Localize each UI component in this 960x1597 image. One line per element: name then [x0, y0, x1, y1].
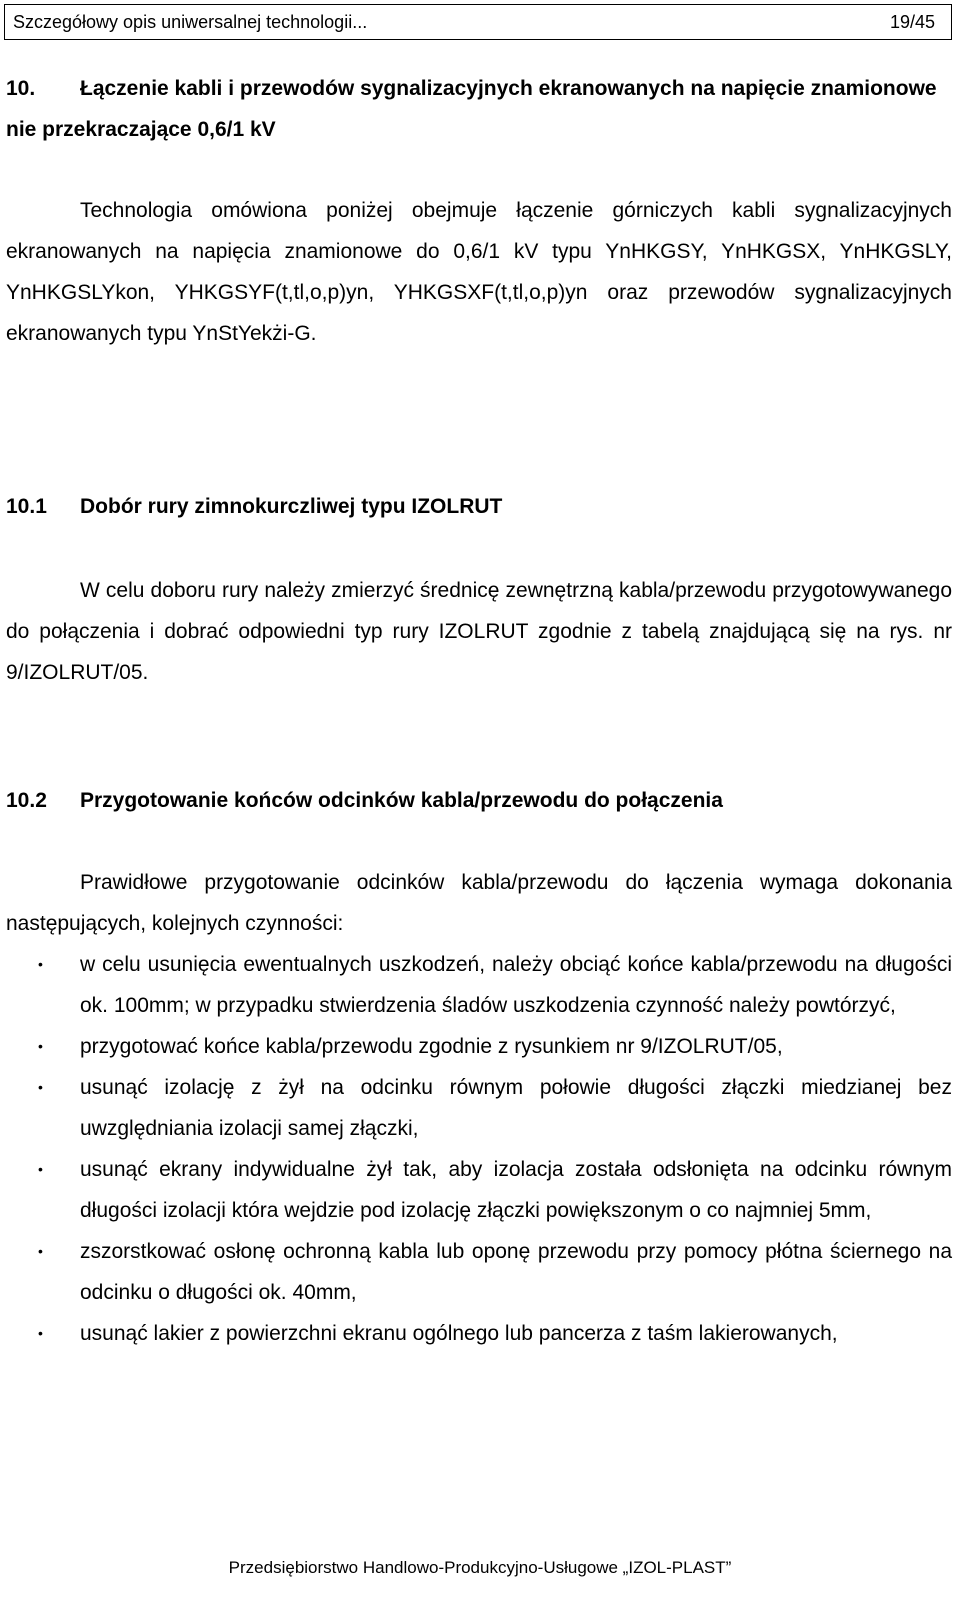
list-item — [6, 1026, 952, 1067]
footer-company: Przedsiębiorstwo Handlowo-Produkcyjno-Usługowe „IZOL-PLAST” — [228, 1558, 732, 1577]
list-item — [6, 1313, 952, 1354]
subsection-title-1: Dobór rury zimnokurczliwej typu IZOLRUT — [80, 495, 503, 518]
list-item-text: usunąć ekrany indywidualne żył tak, aby izolacja została odsłonięta na odcinku równym długości izolacji która wejdzie pod izolację złączki powiększonym o co najmniej 5mm, — [80, 1158, 952, 1222]
subsection-title-2: Przygotowanie końców odcinków kabla/przewodu do połączenia — [80, 789, 723, 812]
bullet-icon: • — [38, 1079, 43, 1095]
list-item — [6, 1067, 952, 1149]
bullet-icon: • — [38, 1038, 43, 1054]
subsection-number-1: 10.1 — [6, 495, 47, 518]
steps-list — [6, 944, 952, 1354]
bullet-icon: • — [38, 1243, 43, 1259]
page-number: 19/45 — [889, 11, 935, 32]
subsection-paragraph-1 — [6, 570, 952, 693]
list-item-text: w celu usunięcia ewentualnych uszkodzeń, należy obciąć końce kabla/przewodu na długości ok. 100mm; w przypadku stwierdzenia śladów uszkodzenia czynność należy powtórzyć, — [80, 953, 952, 1017]
document-title: Szczegółowy opis uniwersalnej technologii... — [13, 11, 368, 32]
bullet-icon: • — [38, 1161, 43, 1177]
bullet-icon: • — [38, 956, 43, 972]
list-item-text: przygotować końce kabla/przewodu zgodnie z rysunkiem nr 9/IZOLRUT/05, — [80, 1035, 783, 1058]
subsection-heading-1 — [6, 486, 952, 527]
section-title: Łączenie kabli i przewodów sygnalizacyjnych ekranowanych na napięcie znamionowe nie przekraczające 0,6/1 kV — [6, 77, 937, 141]
subsection-text-2: Prawidłowe przygotowanie odcinków kabla/przewodu do łączenia wymaga dokonania następujących, kolejnych czynności: — [6, 871, 952, 935]
page-header — [4, 4, 952, 40]
subsection-text-1: W celu doboru rury należy zmierzyć średnicę zewnętrzną kabla/przewodu przygotowywanego do połączenia i dobrać odpowiedni typ rury IZOLRUT zgodnie z tabelą znajdującą się na rys. nr 9/IZOLRUT/05. — [6, 579, 952, 684]
list-item-text: zszorstkować osłonę ochronną kabla lub oponę przewodu przy pomocy płótna ściernego na odcinku o długości ok. 40mm, — [80, 1240, 952, 1304]
subsection-paragraph-2 — [6, 862, 952, 944]
list-item-text: usunąć izolację z żył na odcinku równym połowie długości złączki miedzianej bez uwzględniania izolacji samej złączki, — [80, 1076, 952, 1140]
subsection-heading-2 — [6, 780, 952, 821]
page-footer — [0, 1558, 960, 1578]
list-item — [6, 1149, 952, 1231]
intro-text: Technologia omówiona poniżej obejmuje łączenie górniczych kabli sygnalizacyjnych ekranowanych na napięcia znamionowe do 0,6/1 kV typu YnHKGSY, YnHKGSX, YnHKGSLY, YnHKGSLYkon, YHKGSYF(t,tl,o,p)yn, YHKGSXF(t,tl,o,p)yn oraz przewodów sygnalizacyjnych ekranowanych typu YnStYekżi-G. — [6, 199, 952, 345]
bullet-icon: • — [38, 1325, 43, 1341]
list-item — [6, 1231, 952, 1313]
subsection-number-2: 10.2 — [6, 789, 47, 812]
list-item-text: usunąć lakier z powierzchni ekranu ogólnego lub pancerza z taśm lakierowanych, — [80, 1322, 838, 1345]
intro-paragraph — [6, 190, 952, 354]
list-item — [6, 944, 952, 1026]
section-heading — [6, 68, 952, 150]
section-number: 10. — [6, 77, 36, 100]
